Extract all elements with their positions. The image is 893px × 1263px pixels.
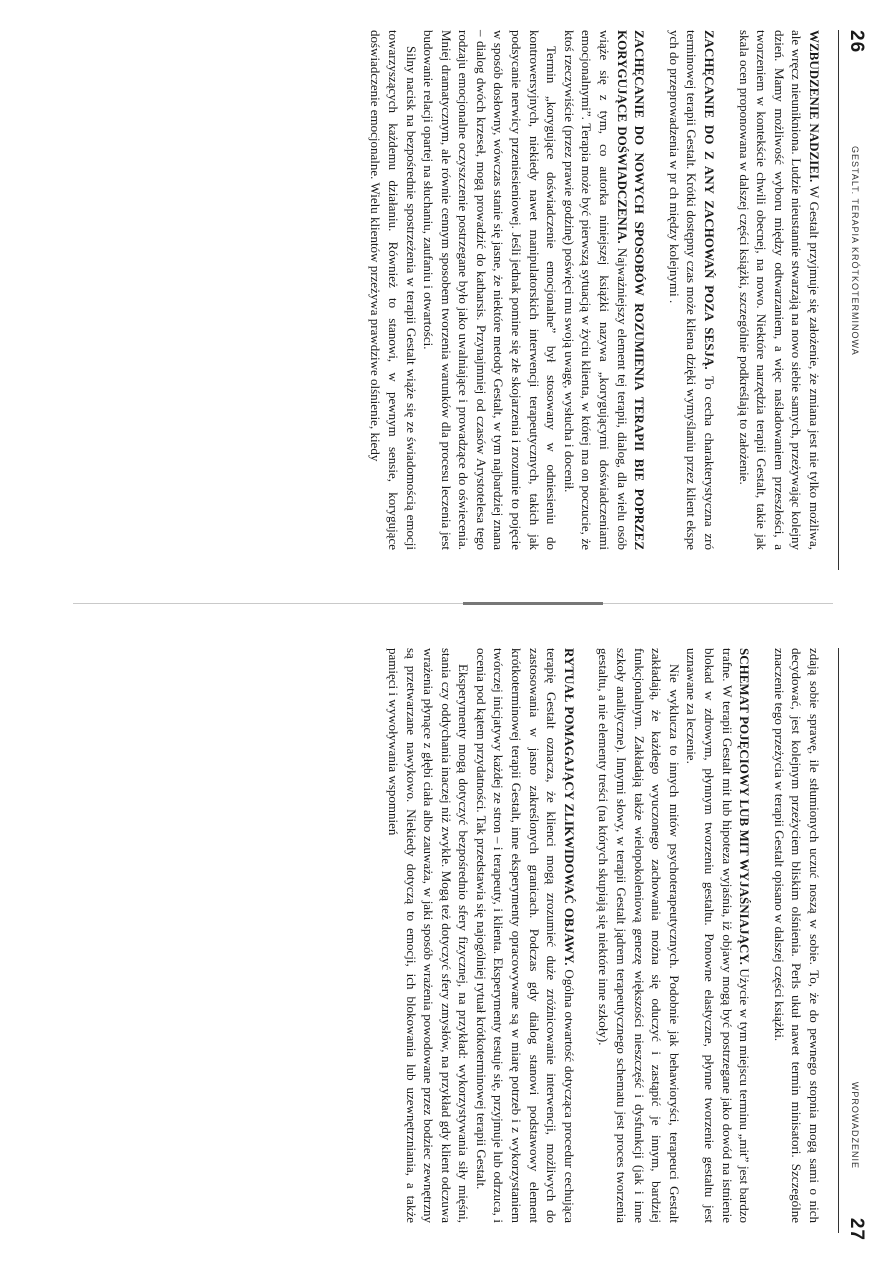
page-number: 26: [846, 30, 867, 54]
section-heading: ZACHĘCANIE DO NOWYCH SPOSOBÓW ROZUMIENIA TERAPII BIE POPRZEZ KORYGUJĄCE DOŚWIADCZENIA.: [614, 30, 648, 550]
section-heading: RYTUAŁ POMAGAJĄCY ZLIKWIDOWAĆ OBJAWY.: [561, 648, 577, 966]
paragraph: [665, 30, 718, 550]
paragraph-text: To cecha charakterystyczna zró terminowej terapii Gestalt. Krótki dostępny czas może kliena dzięki wymyślaniu przez klient ekspe ych do przeprowadzenia w pr ch między kolejnymi .: [666, 30, 718, 551]
gutter-mark: [463, 602, 603, 605]
running-head: WPROWADZENIE: [850, 1081, 860, 1169]
paragraph-text: Nie wyklucza to innych mitów psychoterapeutycznych. Podobnie jak behawioryści, terapeuci Gestalt zakładają, że każdego wyuczonego zachowania można się oduczyć i zastąpić je innym, bardziej funkcjonalnym. Zakładają także wielopokoleniową genezę większości nieszczęść i dysfunkcji (jak i inne szkoły analityczne). Innymi słowy, w terapii Gestalt jądrem terapeutycznego schematu jest proces tworzenia gestaltu, a nie elementy treści (na których skupiają się niektóre inne szkoły).: [596, 648, 682, 1223]
paragraph: [770, 648, 823, 1223]
paragraph: [420, 30, 561, 550]
section-heading: WZBUDZENIE NADZIEI.: [807, 30, 822, 183]
header-rule: [838, 30, 839, 570]
paragraph-text: W Gestalt przyjmuje się założenie, że zmiana jest nie tylko możliwa, ale wręcz nieunikniona. Ludzie nieustannie stwarzają na nowo siebie samych, przeżywając kolejny dzień. Mamy możliwość wyboru między odtwarzaniem, a więc naśladowaniem przeszłości, a tworzeniem w kontekście chwili obecnej, na nowo. Niektóre narzędzia terapii Gestalt, takie jak skala ocen proponowana w dalszej części książki, szczególnie podkreślają to założenie.: [736, 30, 822, 550]
left-page-header: [843, 30, 867, 580]
paragraph-text: Najważniejszy element tej terapii, dialog, dla wielu osób wiąże się z tym, co autorka niniejszej książki nazywa „korygującymi doświadczeniami emocjonalnymi”. Terapia może być pierwszą sytuacją w życiu klienta, w której ma on poczucie, że ktoś rzeczywiście (przez prawie godzinę) poświęci mu swoją uwagę, wysłucha i docenił.: [561, 30, 630, 551]
running-head: GESTALT. TERAPIA KRÓTKOTERMINOWA: [850, 146, 860, 356]
right-page-text: [384, 648, 823, 1223]
paragraph: [472, 648, 578, 1223]
paragraph: [384, 648, 472, 1223]
gutter-seam: [73, 603, 833, 604]
page-number: 27: [846, 1217, 867, 1241]
left-page-text: [367, 30, 823, 550]
section-heading: SCHEMAT POJĘCIOWY LUB MIT WYJAŚNIAJĄCY.: [737, 648, 753, 965]
section-heading: ZACHĘCANIE DO Z ANY ZACHOWAŃ POZA SESJĄ.: [702, 30, 718, 370]
left-page: [0, 0, 893, 600]
paragraph: [367, 30, 420, 550]
book-gutter: [0, 600, 893, 608]
paragraph-text: Silny nacisk na bezpośrednie spostrzeżenia w terapii Gestalt wiąże się ze świadomością emocji towarzyszących każdemu działaniu. Również to stanowi, w pewnym sensie, korygujące doświadczenie emocjonalne. Wielu klientów przeżywa prawdziwe olśnienie, kiedy: [368, 30, 419, 550]
paragraph: [735, 30, 823, 550]
paragraph: [595, 648, 683, 1223]
paragraph-text: Użycie w tym miejscu terminu „mit” jest bardzo trafne. W terapii Gestalt mit lub hipoteza wyjaśnia, iż objawy mogą być postrzegane jako dowód na istnienie blokad w zdrowym, płynnym tworzeniu gestaltu. Ponowne elastyczne, płynne tworzenie gestaltu jest uznawane za leczenie.: [684, 648, 753, 1224]
paragraph: [560, 30, 648, 550]
paragraph-text: Eksperymenty mogą dotyczyć bezpośrednio sfery fizycznej, na przykład: wykorzystywania siły mięśni, stania czy oddychania inaczej niż zwykle. Mogą też dotyczyć sfery zmysłów, na przykład gdy klient odczuwa wrażenia płynące z głębi ciała albo zauważa, w jaki sposób wrażenia powodowane przez bodziec zewnętrzny są przetwarzane nawykowo. Niekiedy dotyczą to emocji, ich blokowania lub uzewnętrzniania, a także pamięci i wywoływania wspomnień: [385, 648, 472, 1223]
paragraph-text: zdają sobie sprawę, ile stłumionych uczuć noszą w sobie. To, że do pewnego stopnia mogą sami o nich decydować, jest kolejnym przeżyciem bliskim olśnienia. Perls ukuł nawet termin minisatori. Szczególne znaczenie tego przeżycia w terapii Gestalt opisano w dalszej części książki.: [771, 648, 822, 1223]
right-page-header: [843, 638, 867, 1241]
header-rule: [838, 648, 839, 1233]
paragraph-text: Ogólna otwartość dotycząca procedur cechująca terapię Gestalt oznacza, że klienci mogą zrozumieć duże zróżnicowanie interwencji, możliwych do zastosowania w jasno zakreślonych granicach. Podczas gdy dialog stanowi podstawowy element krótkoterminowej terapii Gestalt, inne eksperymenty opracowywane są w miarę potrzeb i z wykorzystaniem twórczej inicjatywy każdej ze stron – i terapeuty, i klienta. Eksperymenty testuje się, przyjmuje lub odrzuca, i ocenia pod kątem przydatności. Tak przedstawia się najogólniej rytuał krótkoterminowej terapii Gestalt.: [473, 648, 577, 1223]
paragraph: [683, 648, 753, 1223]
paragraph-text: Termin „korygujące doświadczenie emocjonalne” był stosowany w odniesieniu do kontrowersyjnych, niekiedy nawet manipulatorskich interwencji terapeutycznych, takich jak podsycanie nerwicy przeniesieniowej. Jeśli jednak pomine się złe skojarzenia i zrozumie to pojęcie w sposób dosłowny, wówczas stanie się jasne, że niektóre metody Gestalt, w tym najbardziej znana – dialog dwóch krzeseł, mogą prowadzić do katharsis. Przynajmniej od czasów Arystotelesa tego rodzaju emocjonalne oczyszczenie postrzegane było jako uwalniające i prowadzące do oświecenia. Mniej dramatycznym, ale równie cennym sposobem tworzenia warunków dla procesu leczenia jest budowanie relacji opartej na słuchaniu, zaufaniu i otwartości.: [421, 30, 560, 550]
right-page: [0, 608, 893, 1263]
